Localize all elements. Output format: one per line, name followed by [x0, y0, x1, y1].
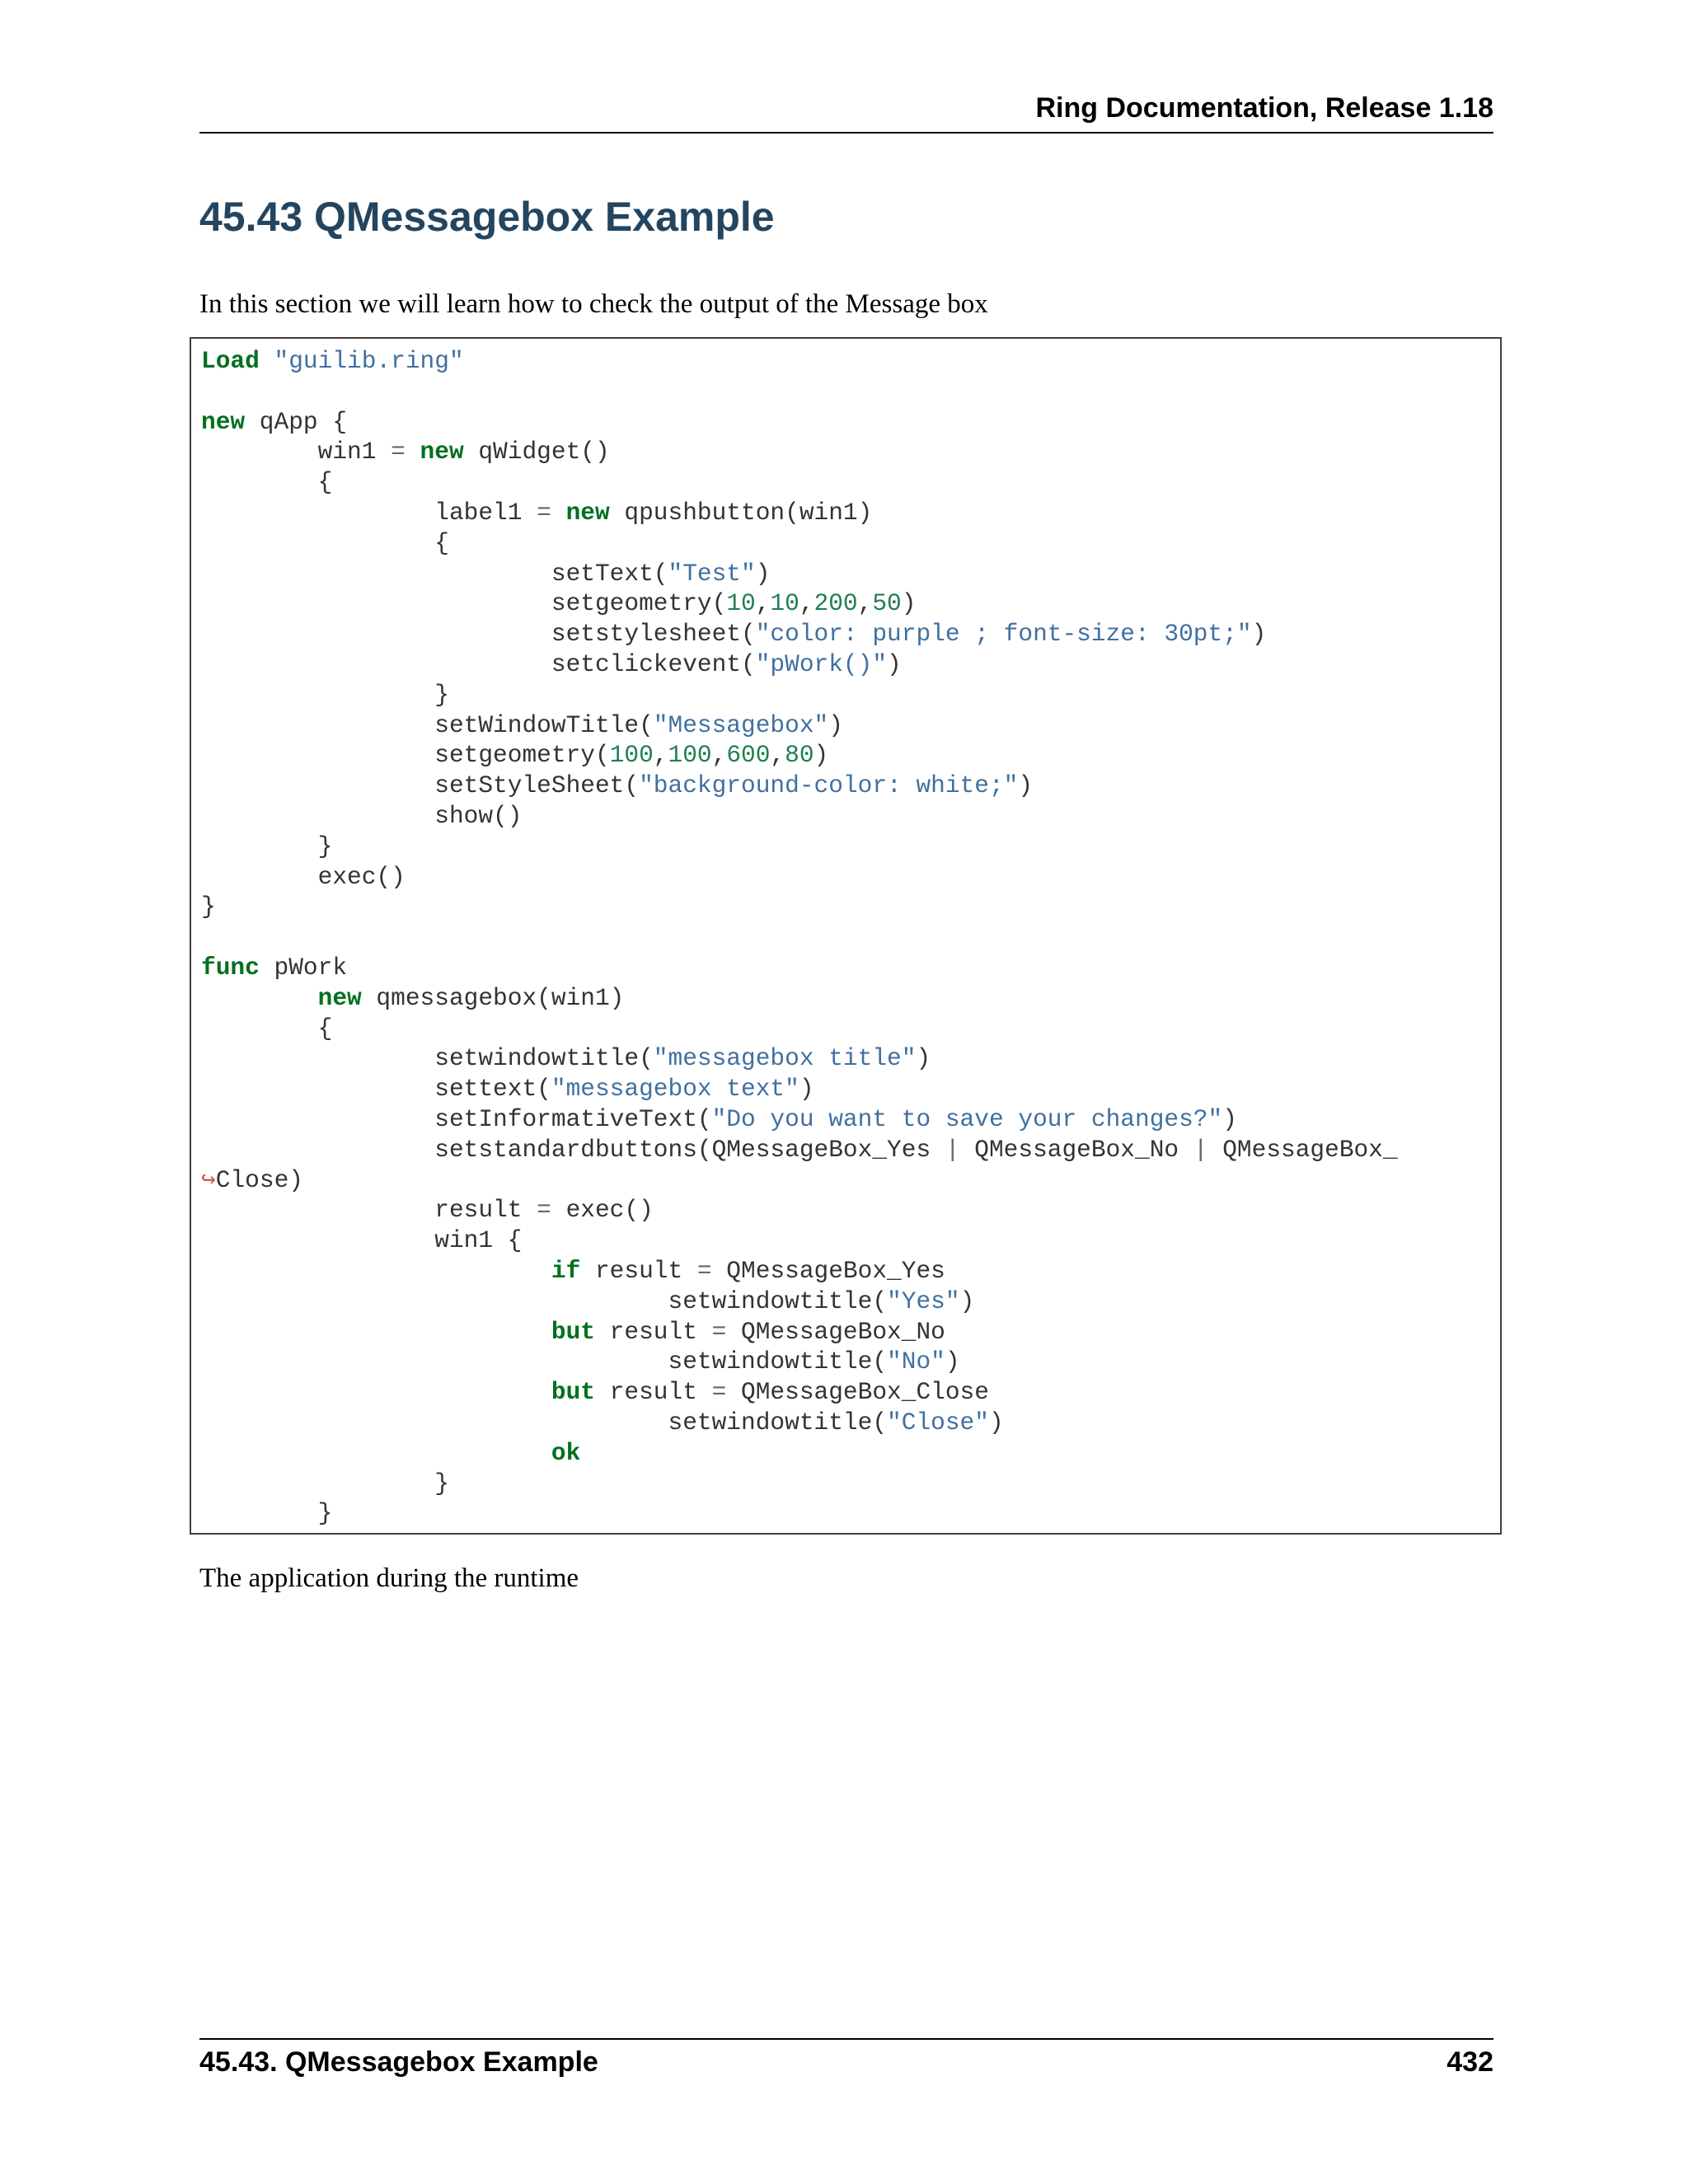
- code-line: [201, 1377, 989, 1408]
- code-token: |: [1193, 1135, 1208, 1164]
- code-token: but: [551, 1317, 595, 1346]
- code-token: ): [814, 741, 829, 770]
- intro-paragraph: In this section we will learn how to check the output of the Message box: [199, 289, 988, 319]
- code-token: new: [201, 407, 246, 436]
- code-token: QMessageBox_Close: [726, 1378, 989, 1407]
- code-token: setgeometry(: [201, 589, 727, 618]
- code-token: "Do you want to save your changes?": [711, 1105, 1223, 1133]
- code-token: ,: [770, 741, 785, 770]
- page-footer: [199, 2038, 1493, 2086]
- code-token: ): [959, 1286, 975, 1315]
- code-token: =: [537, 499, 551, 527]
- code-token: ,: [653, 741, 668, 770]
- code-token: ): [945, 1347, 960, 1376]
- code-token: ): [916, 1044, 931, 1073]
- code-token: setclickevent(: [201, 650, 756, 678]
- code-token: 100: [668, 741, 712, 770]
- code-token: 200: [814, 589, 858, 618]
- code-token: setwindowtitle(: [201, 1347, 888, 1376]
- code-token: setwindowtitle(: [201, 1286, 888, 1315]
- code-token: "No": [887, 1347, 945, 1376]
- code-line: [201, 801, 522, 832]
- code-token: result: [201, 1196, 537, 1225]
- code-token: [406, 438, 420, 466]
- code-token: setwindowtitle(: [201, 1044, 654, 1073]
- code-line: [201, 983, 624, 1014]
- code-token: func: [201, 954, 260, 982]
- code-token: =: [391, 438, 406, 466]
- code-token: ): [799, 1075, 814, 1104]
- code-token: settext(: [201, 1075, 551, 1104]
- code-line: [201, 559, 770, 589]
- code-token: ok: [551, 1438, 581, 1467]
- code-token: Close): [215, 1165, 303, 1194]
- code-token: ,: [799, 589, 814, 618]
- code-token: |: [945, 1135, 960, 1164]
- code-token: "guilib.ring": [274, 347, 464, 375]
- code-token: ): [1251, 620, 1267, 649]
- code-token: result: [594, 1378, 712, 1407]
- code-token: [201, 1378, 551, 1406]
- code-line: [201, 528, 449, 559]
- code-token: ): [1018, 771, 1034, 800]
- header-title: Ring Documentation, Release 1.18: [1035, 92, 1493, 124]
- code-line: [201, 892, 216, 922]
- code-line: [201, 680, 449, 710]
- code-line: [201, 1014, 332, 1044]
- code-token: }: [201, 832, 333, 860]
- code-line: [201, 710, 843, 741]
- code-token: qmessagebox(win1): [361, 983, 625, 1012]
- code-token: setgeometry(: [201, 741, 610, 770]
- code-line: [201, 862, 406, 893]
- code-line: [201, 619, 1266, 649]
- code-token: ,: [755, 589, 771, 618]
- page-header: [199, 92, 1493, 134]
- code-token: ↪: [201, 1165, 216, 1194]
- code-token: 100: [609, 741, 654, 770]
- code-token: new: [317, 983, 362, 1012]
- code-token: pWork: [259, 954, 348, 982]
- code-token: exec(): [551, 1196, 654, 1225]
- code-token: setText(: [201, 559, 668, 588]
- code-token: new: [565, 499, 610, 527]
- code-token: {: [201, 1014, 333, 1043]
- code-token: show(): [201, 802, 523, 830]
- code-line: [201, 1498, 332, 1529]
- code-token: [260, 347, 274, 375]
- code-line: [201, 771, 1033, 801]
- code-token: ): [828, 710, 843, 739]
- code-token: "color: purple ; font-size: 30pt;": [755, 620, 1252, 649]
- code-token: 80: [785, 741, 814, 770]
- code-token: }: [201, 680, 449, 709]
- code-token: win1 {: [201, 1226, 523, 1255]
- code-line: [201, 1104, 1237, 1135]
- code-token: "pWork()": [755, 650, 888, 678]
- code-token: =: [711, 1317, 727, 1346]
- code-line: [201, 407, 347, 438]
- code-token: ): [988, 1408, 1004, 1436]
- code-token: ): [755, 559, 771, 588]
- code-line: [201, 1286, 974, 1317]
- code-token: QMessageBox_Yes: [711, 1257, 945, 1285]
- code-token: setWindowTitle(: [201, 710, 654, 739]
- code-token: ): [887, 650, 902, 678]
- code-line: [201, 498, 872, 528]
- code-token: ): [901, 589, 917, 618]
- runtime-caption: The application during the runtime: [199, 1563, 579, 1593]
- code-token: "messagebox text": [551, 1075, 799, 1104]
- code-token: "Messagebox": [653, 710, 829, 739]
- code-token: "Close": [887, 1408, 989, 1436]
- code-token: 10: [726, 589, 756, 618]
- code-line: [201, 1135, 1398, 1165]
- code-token: result: [594, 1317, 712, 1346]
- code-token: setstandardbuttons(QMessageBox_Yes: [201, 1135, 945, 1164]
- code-token: QMessageBox_No: [959, 1135, 1193, 1164]
- code-token: label1: [201, 499, 537, 527]
- code-token: setStyleSheet(: [201, 771, 640, 800]
- code-token: }: [201, 893, 216, 921]
- code-token: [201, 1257, 551, 1285]
- code-token: "messagebox title": [653, 1044, 917, 1073]
- code-line: [201, 588, 916, 619]
- code-line: [201, 1469, 449, 1499]
- code-token: }: [201, 1469, 449, 1497]
- code-token: qWidget(): [463, 438, 610, 466]
- section-title: 45.43 QMessagebox Example: [199, 194, 775, 240]
- code-token: win1: [201, 438, 392, 466]
- code-line: [201, 1226, 522, 1256]
- code-token: Load: [201, 347, 260, 375]
- code-line: [201, 467, 332, 498]
- code-token: [201, 984, 318, 1012]
- code-line: [201, 1317, 945, 1347]
- code-token: but: [551, 1378, 595, 1407]
- code-line: [201, 740, 828, 771]
- code-token: {: [201, 468, 333, 497]
- code-line: [201, 1347, 960, 1377]
- code-token: QMessageBox_: [1207, 1135, 1398, 1164]
- code-line: [201, 1195, 654, 1226]
- code-token: 600: [726, 741, 771, 770]
- code-token: "Yes": [887, 1286, 960, 1315]
- code-token: }: [201, 1499, 333, 1528]
- code-line: [201, 649, 902, 680]
- code-token: 10: [770, 589, 799, 618]
- code-token: 50: [872, 589, 902, 618]
- code-line: [201, 832, 332, 862]
- code-token: QMessageBox_No: [726, 1317, 945, 1346]
- code-line: [201, 1165, 303, 1196]
- code-token: ): [1222, 1105, 1237, 1133]
- code-token: ,: [711, 741, 727, 770]
- code-line: [201, 1256, 945, 1286]
- code-token: "Test": [668, 559, 756, 588]
- code-token: result: [580, 1257, 697, 1285]
- code-token: =: [711, 1378, 727, 1407]
- code-line: [201, 1074, 814, 1104]
- code-line: [201, 953, 347, 983]
- code-line: [201, 1408, 1004, 1438]
- code-line: [201, 346, 464, 377]
- code-token: qpushbutton(win1): [609, 499, 873, 527]
- code-token: setstylesheet(: [201, 620, 756, 649]
- code-token: qApp {: [245, 407, 348, 436]
- code-token: [201, 1318, 551, 1346]
- code-token: [201, 1439, 551, 1467]
- code-token: new: [420, 438, 464, 466]
- footer-section: 45.43. QMessagebox Example: [199, 2046, 598, 2078]
- code-line: [201, 1438, 580, 1469]
- code-token: setwindowtitle(: [201, 1408, 888, 1436]
- code-block: [190, 337, 1502, 1535]
- code-token: "background-color: white;": [639, 771, 1019, 800]
- code-token: =: [537, 1196, 551, 1225]
- code-token: if: [551, 1257, 581, 1285]
- code-token: [551, 499, 566, 527]
- code-token: =: [696, 1257, 712, 1285]
- code-token: exec(): [201, 862, 406, 891]
- code-token: ,: [857, 589, 873, 618]
- code-token: setInformativeText(: [201, 1105, 712, 1133]
- page-number: 432: [1447, 2046, 1493, 2078]
- code-token: {: [201, 528, 449, 557]
- code-line: [201, 1043, 931, 1074]
- code-line: [201, 437, 610, 467]
